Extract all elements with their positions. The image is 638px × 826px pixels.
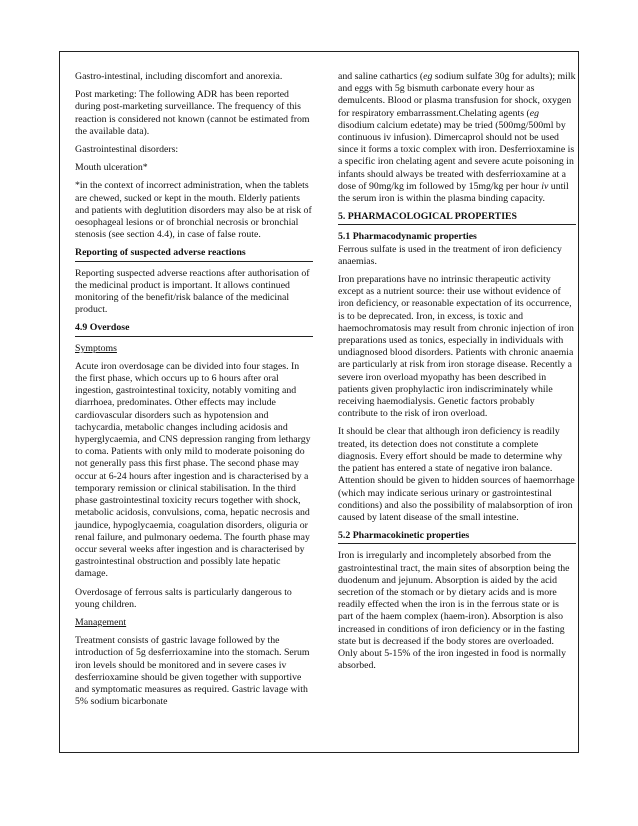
right-column	[338, 71, 576, 678]
heading-overdose: 4.9 Overdose	[75, 322, 313, 336]
text-eg: eg	[529, 107, 540, 119]
paragraph-iron-preparations: Iron preparations have no intrinsic therapeutic activity except as a nutrient source: their use without evidence of iron deficiency, or reasonable expectation of its occurrence, is to be deprecated. Iron, in excess, is toxic and haemochromatosis may result from chronic injection of iron preparations used as tonics, especially in individuals with undiagnosed blood disorders. Patients with chronic anaemia are particularly at risk from iron storage disease. Recently a severe iron overload myopathy has been described in patients given prophylactic iron indiscriminately while receiving haemodialysis. Genetic factors probably contribute to the risk of iron overload.	[338, 274, 574, 420]
paragraph-gastro-intestinal: Gastro-intestinal, including discomfort and anorexia.	[75, 71, 283, 82]
heading-pharmacokinetic: 5.2 Pharmacokinetic properties	[338, 530, 576, 544]
paragraph-ferrous-sulfate: Ferrous sulfate is used in the treatment of iron deficiency anaemias.	[338, 243, 562, 267]
text-segment: until the serum iron is within the plasma binding capacity.	[338, 180, 569, 205]
paragraph-post-marketing: Post marketing: The following ADR has been reported during post-marketing surveillance. The frequency of this reaction is considered not known (cannot be estimated from the available data).	[75, 89, 310, 137]
heading-reporting: Reporting of suspected adverse reactions	[75, 247, 313, 261]
paragraph-absorption: Iron is irregularly and incompletely absorbed from the gastrointestinal tract, the main sites of absorption being the duodenum and jejunum. Absorption is aided by the acid secretion of the stomach or by dietary acids and is more readily effected when the iron is in the ferrous state or is part of the haem complex (haem-iron). Absorption is also increased in conditions of iron deficiency or in the fasting state but is decreased if the body stores are overloaded. Only about 5-15% of the iron ingested in food is normally absorbed.	[338, 550, 570, 672]
paragraph-mouth-ulceration: Mouth ulceration*	[75, 162, 148, 174]
text-segment: and saline cathartics (	[338, 71, 424, 82]
paragraph-management: Treatment consists of gastric lavage followed by the introduction of 5g desferrioxamine into the stomach. Serum iron levels should be monitored and in severe cases iv desferrioxamine should be given together with supportive and symptomatic measures as required. Gastric lavage with 5% sodium bicarbonate	[75, 635, 310, 708]
paragraph-reporting: Reporting suspected adverse reactions after authorisation of the medicinal product is important. It allows continued monitoring of the benefit/risk balance of the medicinal product.	[75, 267, 310, 316]
heading-management: Management	[75, 616, 127, 628]
paragraph-footnote: *in the context of incorrect administration, when the tablets are chewed, sucked or kept in the mouth. Elderly patients and patients with deglutition disorders may also be at risk of oesophageal lesions or of bronchial necrosis or bronchial stenosis (see section 4.4), in case of false route.	[75, 180, 312, 241]
heading-pharmacodynamic: 5.1 Pharmacodynamic properties	[338, 231, 477, 243]
paragraph-children: Overdosage of ferrous salts is particularly dangerous to young children.	[75, 586, 292, 610]
text-segment: disodium calcium edetate) may be tried (500mg/500ml by continuous iv infusion). Dimercaprol should not be used since it forms a toxic complex with iron. Desferrioxamine is a specific iron chelating agent and severe acute poisoning in infants should always be treated with desferrioxamine at a dose of 90mg/kg im followed by 15mg/kg per hour	[338, 119, 575, 192]
heading-symptoms: Symptoms	[75, 342, 117, 354]
text-iv: iv	[541, 180, 549, 192]
paragraph-management-continued	[338, 71, 576, 205]
heading-pharmacological-properties: 5. PHARMACOLOGICAL PROPERTIES	[338, 211, 576, 225]
text-segment: sodium sulfate 30g for adults); milk and eggs with 5g bismuth carbonate every hour as demulcents. Blood or plasma transfusion for shock, oxygen for respiratory embarrassment.Chelating agents (	[338, 71, 576, 119]
left-column	[75, 71, 313, 714]
paragraph-iron-deficiency: It should be clear that although iron deficiency is readily treated, its detection does not constitute a complete diagnosis. Every effort should be made to determine why the patient has entered a state of negative iron balance. Attention should be given to hidden sources of haemorrhage (which may indicate serious urinary or gastrointestinal conditions) and also the possibility of malabsorption of iron caused by latent disease of the small intestine.	[338, 426, 575, 523]
paragraph-symptoms: Acute iron overdosage can be divided into four stages. In the first phase, which occurs up to 6 hours after oral ingestion, gastrointestinal toxicity, notably vomiting and diarrhoea, predominates. Other effects may include cardiovascular disorders such as hypotension and tachycardia, metabolic changes including acidosis and hyperglycaemia, and CNS depression ranging from lethargy to coma. Patients with only mild to moderate poisoning do not generally pass this first phase. The second phase may occur at 6-24 hours after ingestion and is characterised by a temporary remission or clinical stabilisation. In the third phase gastrointestinal toxicity recurs together with shock, metabolic acidosis, convulsions, coma, hepatic necrosis and jaundice, hypoglycaemia, coagulation disorders, oliguria or renal failure, and pulmonary oedema. The fourth phase may occur several weeks after ingestion and is characterised by gastrointestinal obstruction and possibly late hepatic damage.	[75, 360, 311, 580]
paragraph-gi-disorders: Gastrointestinal disorders:	[75, 144, 179, 156]
text-eg: eg	[423, 71, 433, 82]
